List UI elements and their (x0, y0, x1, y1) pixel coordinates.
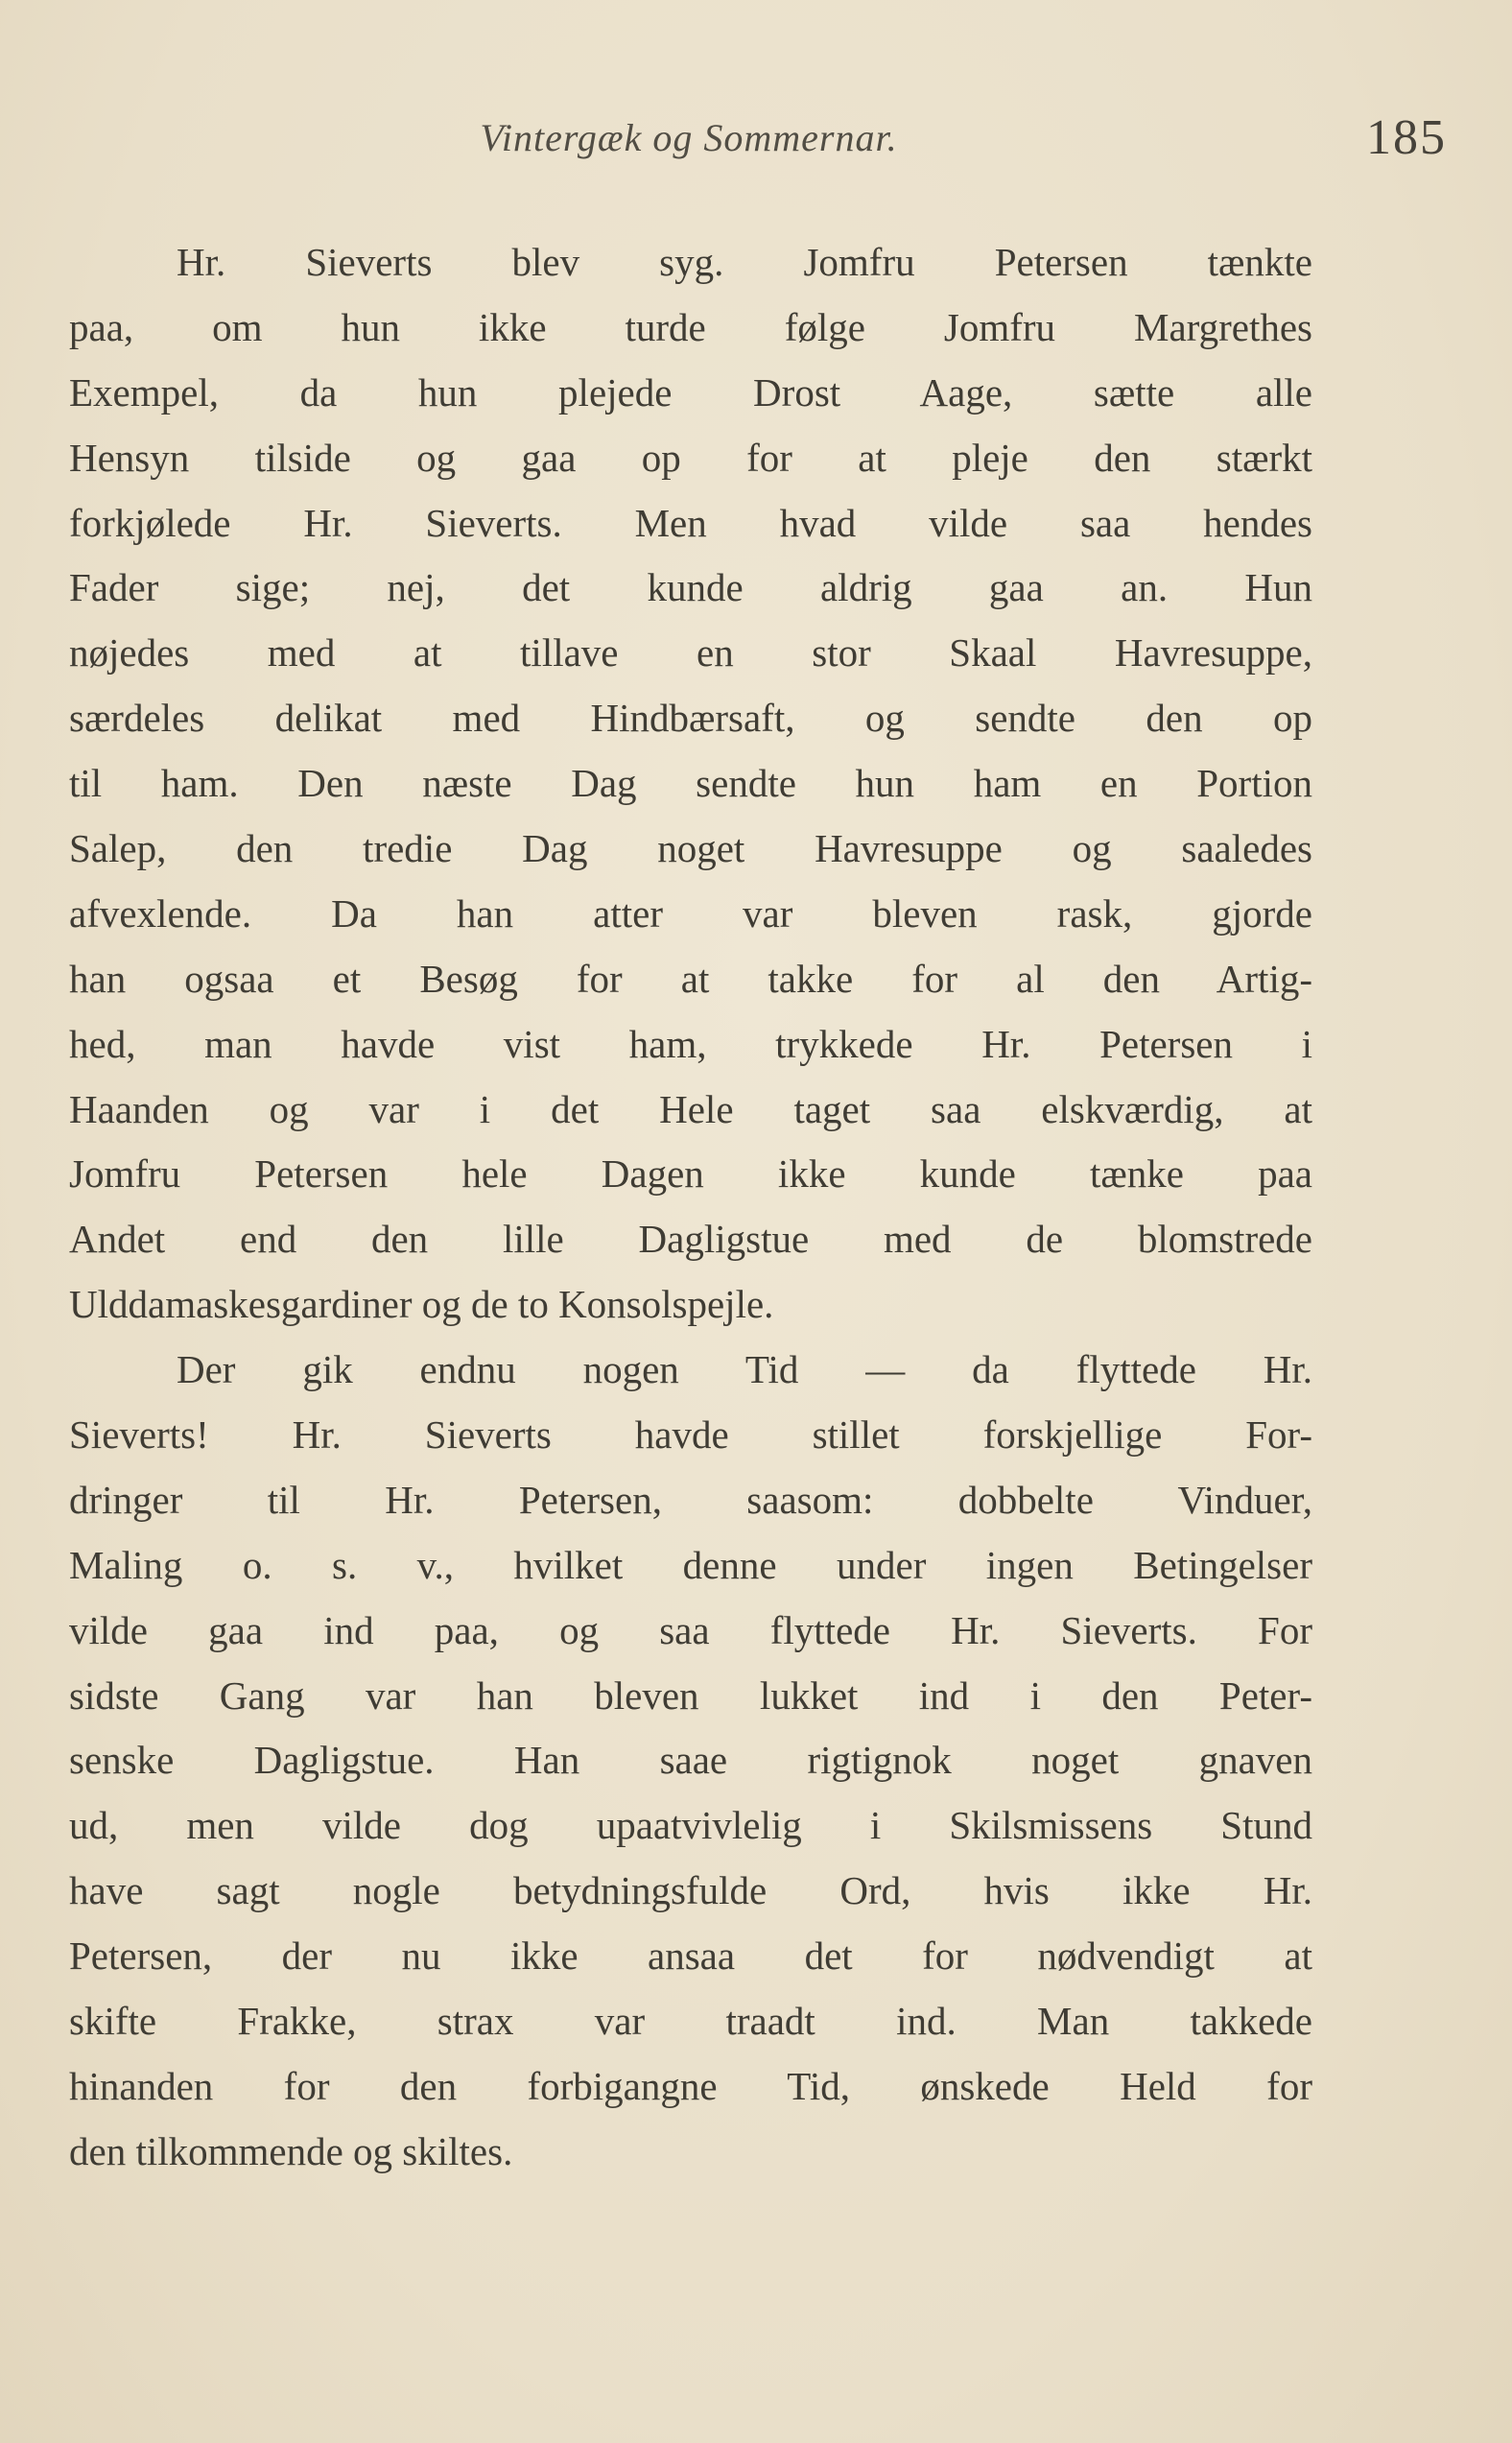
text-line: paa, om hun ikke turde følge Jomfru Margrethes (69, 304, 1312, 349)
text-line: nøjedes med at tillave en stor Skaal Havresuppe, (69, 630, 1312, 676)
text-line: Exempel, da hun plejede Drost Aage, sætte alle (69, 369, 1312, 415)
text-line: Fader sige; nej, det kunde aldrig gaa an. Hun (69, 565, 1312, 610)
text-line: senske Dagligstue. Han saae rigtignok noget gnaven (69, 1738, 1312, 1783)
text-line: Maling o. s. v., hvilket denne under ingen Betingelser (69, 1542, 1312, 1587)
text-line: vilde gaa ind paa, og saa flyttede Hr. Sieverts. For (69, 1607, 1312, 1652)
text-line: Petersen, der nu ikke ansaa det for nødvendigt at (69, 1933, 1312, 1979)
text-line: Hensyn tilside og gaa op for at pleje den stærkt (69, 435, 1312, 480)
text-line: sidste Gang var han bleven lukket ind i den Peter- (69, 1672, 1312, 1718)
text-line: Hr. Sieverts blev syg. Jomfru Petersen tænkte (177, 240, 1312, 284)
text-line: Sieverts! Hr. Sieverts havde stillet forskjellige For- (69, 1412, 1312, 1458)
text-line: han ogsaa et Besøg for at takke for al den Artig- (69, 956, 1312, 1001)
text-line: Andet end den lille Dagligstue med de blomstrede (69, 1217, 1312, 1262)
text-line: Jomfru Petersen hele Dagen ikke kunde tænke paa (69, 1151, 1312, 1197)
text-line: hed, man havde vist ham, trykkede Hr. Petersen i (69, 1021, 1312, 1066)
text-line: hinanden for den forbigangne Tid, ønskede Held for (69, 2063, 1312, 2108)
text-line: Ulddamaskesgardiner og de to Konsolspejle. (69, 1282, 774, 1327)
page-header (67, 110, 1447, 173)
text-line: særdeles delikat med Hindbærsaft, og sendte den op (69, 696, 1312, 741)
text-line: Der gik endnu nogen Tid — da flyttede Hr. (177, 1347, 1312, 1392)
text-line: Salep, den tredie Dag noget Havresuppe og saaledes (69, 826, 1312, 871)
page-number: 185 (1366, 110, 1447, 165)
running-title: Vintergæk og Sommernar. (480, 116, 898, 159)
text-line: den tilkommende og skiltes. (69, 2128, 513, 2173)
text-line: Haanden og var i det Hele taget saa elskværdig, at (69, 1086, 1312, 1131)
text-line: skifte Frakke, strax var traadt ind. Man takkede (69, 1999, 1312, 2044)
text-line: afvexlende. Da han atter var bleven rask, gjorde (69, 890, 1312, 936)
body-text (69, 230, 1312, 2185)
text-line: til ham. Den næste Dag sendte hun ham en Portion (69, 761, 1312, 806)
text-line: dringer til Hr. Petersen, saasom: dobbelte Vinduer, (69, 1477, 1312, 1522)
text-line: forkjølede Hr. Sieverts. Men hvad vilde saa hendes (69, 500, 1312, 545)
text-line: have sagt nogle betydningsfulde Ord, hvis ikke Hr. (69, 1868, 1312, 1913)
text-line: ud, men vilde dog upaatvivlelig i Skilsmissens Stund (69, 1803, 1312, 1848)
